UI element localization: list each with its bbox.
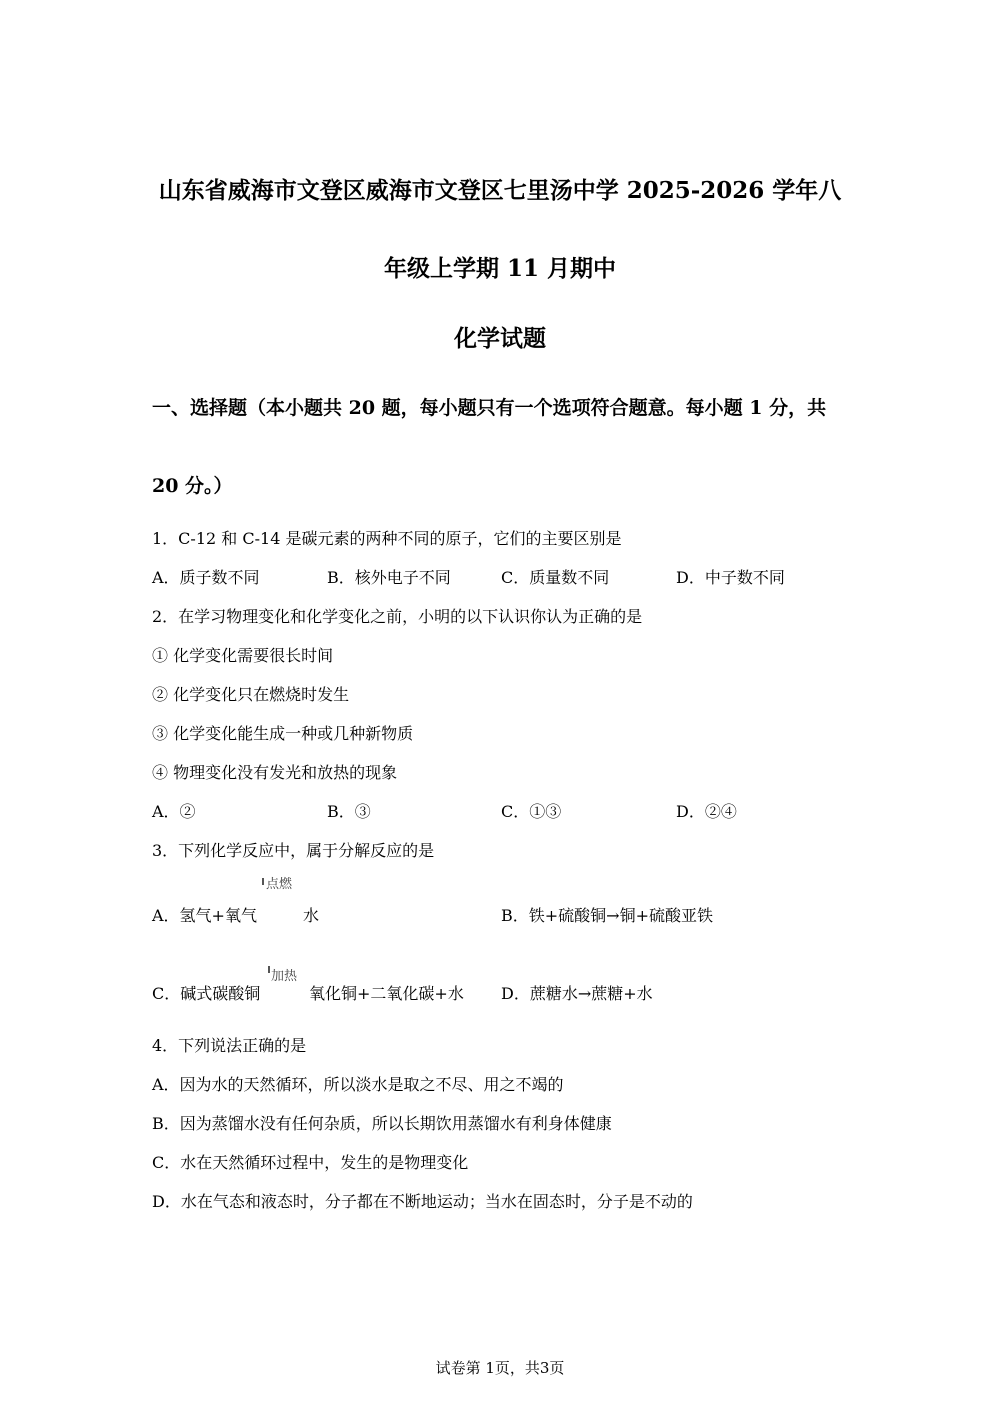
q3-option-a-arrow-mark: [262, 878, 264, 885]
q2-option-b: B．③: [327, 802, 371, 821]
q3-option-b: B．铁+硫酸铜→铜+硫酸亚铁: [501, 906, 713, 925]
section-heading-line-1: 一、选择题（本小题共 20 题，每小题只有一个选项符合题意。每小题 1 分，共: [152, 397, 827, 419]
q2-statement-3: ③ 化学变化能生成一种或几种新物质: [152, 724, 414, 743]
q4-option-c: C．水在天然循环过程中，发生的是物理变化: [152, 1153, 469, 1172]
q1-option-b: B．核外电子不同: [327, 568, 451, 587]
q1-option-a: A．质子数不同: [152, 568, 260, 587]
q1-option-c: C．质量数不同: [501, 568, 610, 587]
q3-option-c-arrow-mark: [268, 966, 270, 973]
question-4-stem: 4．下列说法正确的是: [152, 1036, 307, 1055]
q2-option-d: D．②④: [676, 802, 737, 821]
q2-option-c: C．①③: [501, 802, 562, 821]
q1-option-d: D．中子数不同: [676, 568, 785, 587]
q2-statement-2: ② 化学变化只在燃烧时发生: [152, 685, 350, 704]
page-footer: 试卷第 1页，共3页: [435, 1359, 565, 1377]
q3-option-c-condition: 加热: [271, 969, 298, 984]
section-heading-line-2: 20 分。）: [152, 475, 233, 497]
question-3-stem: 3．下列化学反应中，属于分解反应的是: [152, 841, 435, 860]
q3-option-a-condition: 点燃: [266, 877, 293, 892]
title-line-2: 年级上学期 11 月期中: [383, 255, 617, 282]
question-2-stem: 2．在学习物理变化和化学变化之前，小明的以下认识你认为正确的是: [152, 607, 643, 626]
q2-statement-1: ① 化学变化需要很长时间: [152, 646, 334, 665]
q3-option-c-products: 氧化铜+二氧化碳+水: [309, 984, 464, 1003]
title-line-3: 化学试题: [454, 325, 546, 352]
q4-option-a: A．因为水的天然循环，所以淡水是取之不尽、用之不竭的: [152, 1075, 564, 1094]
q3-option-a-reactants: A．氢气+氧气: [152, 906, 257, 925]
q2-statement-4: ④ 物理变化没有发光和放热的现象: [152, 763, 398, 782]
q2-option-a: A．②: [152, 802, 196, 821]
q4-option-d: D．水在气态和液态时，分子都在不断地运动；当水在固态时，分子是不动的: [152, 1192, 693, 1211]
q3-option-d: D．蔗糖水→蔗糖+水: [501, 984, 653, 1003]
title-line-1: 山东省威海市文登区威海市文登区七里汤中学 2025-2026 学年八: [158, 177, 842, 204]
q4-option-b: B．因为蒸馏水没有任何杂质，所以长期饮用蒸馏水有利身体健康: [152, 1114, 612, 1133]
q3-option-a-products: 水: [303, 906, 320, 925]
q3-option-c-reactants: C．碱式碳酸铜: [152, 984, 261, 1003]
question-1-stem: 1．C-12 和 C-14 是碳元素的两种不同的原子，它们的主要区别是: [152, 529, 622, 548]
